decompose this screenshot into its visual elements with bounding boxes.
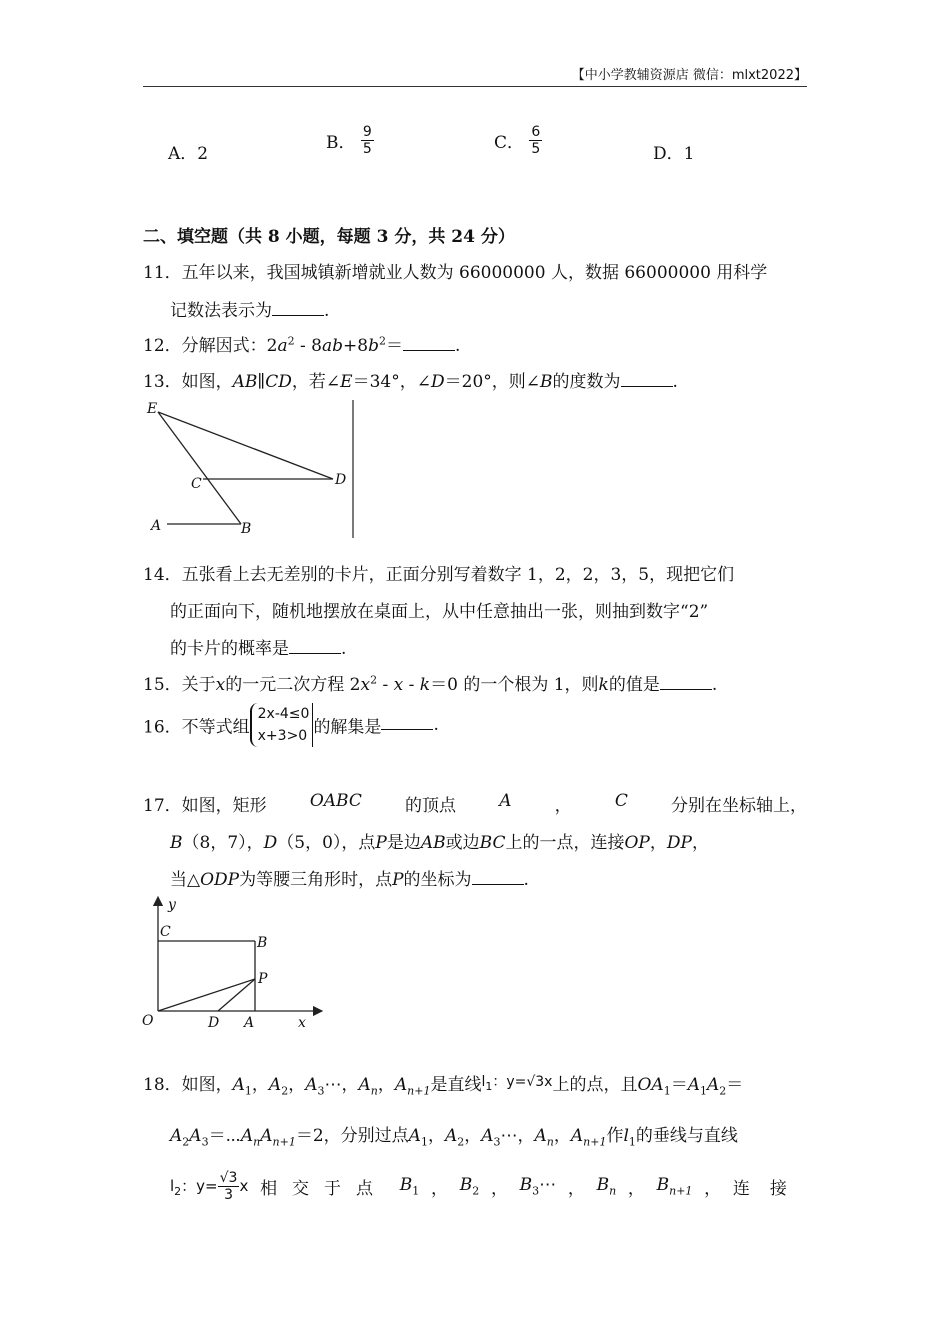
point-label-d: D: [335, 472, 347, 488]
point-label-e: E: [147, 401, 158, 417]
question-17: 17．如图，矩形 OABC 的顶点 A ， C 分别在坐标轴上，: [143, 791, 807, 816]
question-18: 18．如图，$A_1$，$A_2$，$A_3\cdots$，$A_n$，$A_{n+1}$是直线$^{l_1:y=√3x}$上的点，且$OA_1=A_1A_2=$: [143, 1074, 744, 1098]
answer-blank[interactable]: [621, 385, 673, 387]
option-b: B． $\frac{9}{5}$: [326, 124, 372, 157]
answer-blank[interactable]: [403, 349, 455, 351]
fraction: $\frac{√3}{3}$: [219, 1170, 238, 1203]
question-15: 15．关于x的一元二次方程 $2x^2 - x - k=0$ 的一个根为 1，则k的值是 .: [143, 673, 718, 695]
point-label-a: A: [244, 1015, 255, 1031]
question-16: 16．不等式组 2x-4≤0 x+3>0 的解集是 .: [143, 703, 439, 747]
option-a: A．2: [168, 144, 209, 164]
point-label-a: A: [151, 518, 162, 534]
figure-13: [143, 398, 358, 540]
point-label-c: C: [191, 476, 202, 492]
answer-blank[interactable]: [381, 728, 433, 730]
figure-17: [140, 893, 325, 1043]
question-12: 12．分解因式：$2a^2 - 8ab+8b^2=$ .: [143, 334, 461, 356]
section-title: 二、填空题（共 8 小题，每题 3 分，共 24 分）: [143, 227, 515, 247]
fraction: $\frac{6}{5}$: [531, 124, 541, 157]
question-14-line2: 的正面向下，随机地摆放在桌面上，从中任意抽出一张，则抽到数字“2”: [170, 602, 709, 622]
point-label-b: B: [241, 521, 252, 537]
point-label-c: C: [160, 924, 171, 940]
question-11: 11．五年以来，我国城镇新增就业人数为 66000000 人，数据 66000000 用科学: [143, 263, 768, 283]
option-d: D．1: [653, 144, 695, 164]
header-rule: [143, 86, 807, 87]
answer-blank[interactable]: [272, 314, 324, 316]
header-text: 【中小学教辅资源店 微信：mlxt2022】: [571, 68, 807, 83]
option-c: C． $\frac{6}{5}$: [494, 124, 541, 157]
inequality-system: 2x-4≤0 x+3>0: [250, 703, 314, 747]
question-11-line2: 记数法表示为 .: [170, 301, 330, 321]
answer-blank[interactable]: [660, 688, 712, 690]
axis-label-x: x: [298, 1015, 306, 1031]
answer-blank[interactable]: [289, 652, 341, 654]
point-label-p: P: [258, 971, 268, 987]
axis-label-y: y: [168, 897, 176, 913]
answer-blank[interactable]: [472, 883, 524, 885]
point-label-o: O: [142, 1013, 154, 1029]
question-13: 13．如图，AB∥CD，若∠E＝34°，∠D＝20°，则∠B的度数为 .: [143, 372, 678, 392]
question-17-line2: B（8，7），D（5，0），点P是边AB或边BC上的一点，连接OP，DP，: [170, 833, 709, 853]
question-18-line3: $l_2$：y= $\frac{√3}{3}$ x 相交于点 $B_1$ ， $B_2$ ， $B_3\cdots$ ， $B_n$ ， $B_{n+1}$ ， 连接: [170, 1170, 807, 1203]
point-label-b: B: [257, 935, 268, 951]
fraction: $\frac{9}{5}$: [362, 124, 372, 157]
question-17-line3: 当△ODP为等腰三角形时，点P的坐标为 .: [170, 870, 529, 890]
point-label-d: D: [208, 1015, 220, 1031]
question-18-line2: $A_2A_3=\cdots A_nA_{n+1}=2$，分别过点$A_1$，$A_2$，$A_3\cdots$，$A_n$，$A_{n+1}$作$l_1$的垂线与直线: [170, 1126, 738, 1149]
question-14: 14．五张看上去无差别的卡片，正面分别写着数字 1，2，2，3，5，现把它们: [143, 565, 735, 585]
question-14-line3: 的卡片的概率是 .: [170, 639, 347, 659]
